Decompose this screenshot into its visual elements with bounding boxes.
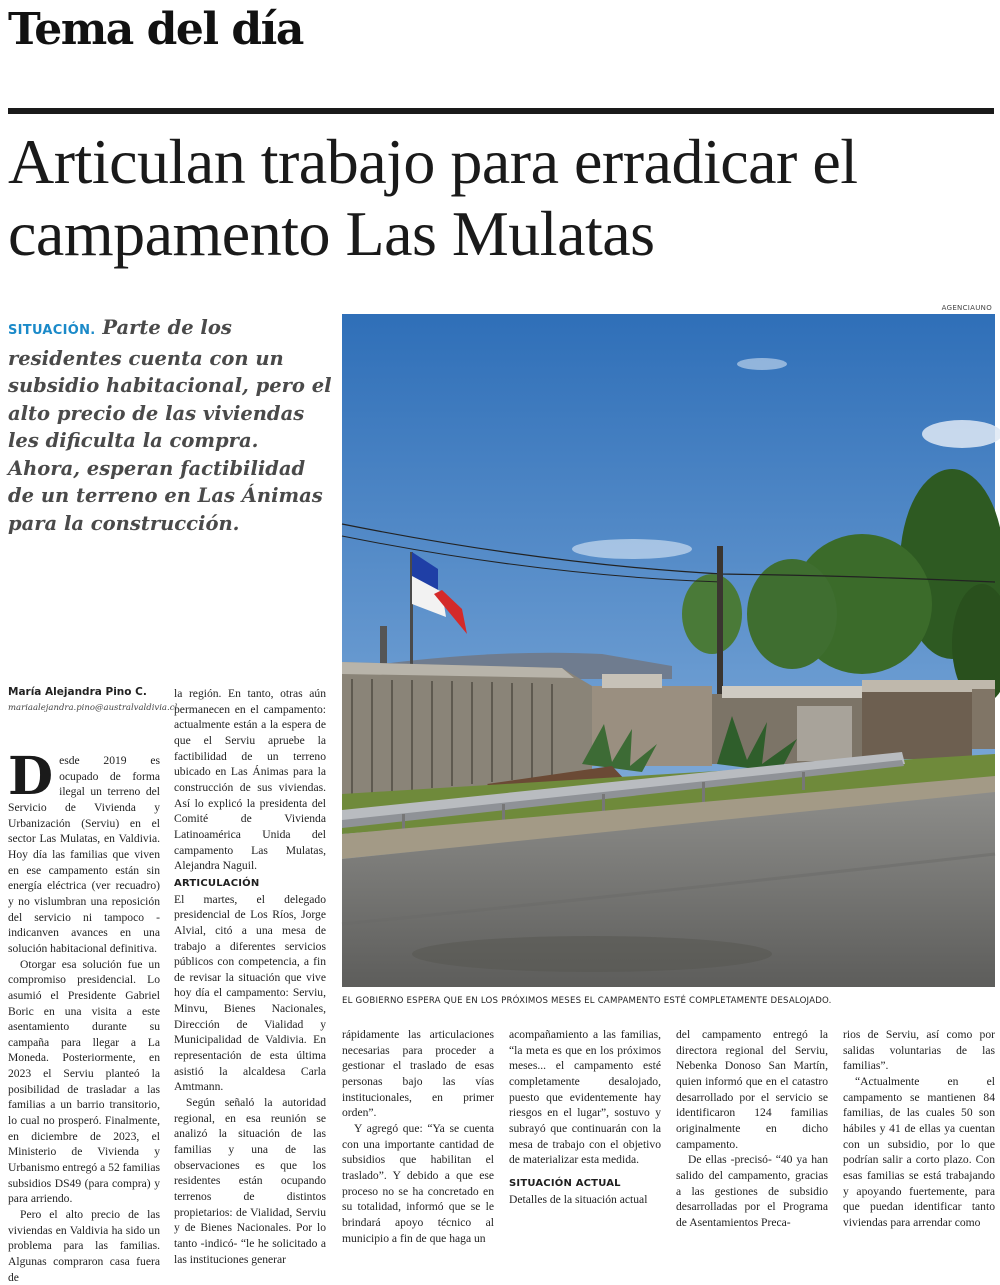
article-column-2: [174, 686, 326, 1266]
lede: [8, 314, 333, 537]
subheading-situacion-actual: SITUACIÓN ACTUAL: [509, 1177, 621, 1189]
drop-cap: D: [8, 746, 54, 807]
paragraph: Pero el alto precio de las viviendas en Valdivia ha sido un problema para las familias. Algunas compraron casa fuera de: [8, 1208, 160, 1284]
news-photo: [342, 314, 995, 987]
article-column-5: [676, 1027, 828, 1245]
headline: Articulan trabajo para erradicar el campamento Las Mulatas: [8, 126, 858, 269]
paragraph: De ellas -precisó- “40 ya han salido del campamento, gracias a las gestiones de subsidio desarrolladas por el Programa de Asentamientos Preca-: [676, 1153, 828, 1229]
article-column-1: [8, 746, 160, 1284]
paragraph: Detalles de la situación actual: [509, 1192, 648, 1206]
subheading-articulacion: ARTICULACIÓN: [174, 877, 260, 889]
article-column-3: [342, 1027, 494, 1245]
paragraph: El martes, el delegado presidencial de Los Ríos, Jorge Alvial, citó a una mesa de trabajo a diferentes servicios públicos con competencia, a fin de revisar la situación que vive hoy día el campamento: Serviu, Minvu, Bienes Nacionales, Dirección de Vialidad y Municipalidad de Valdivia. En representación de esta última asistió la alcaldesa Carla Amtmann.: [174, 892, 326, 1094]
paragraph: “Actualmente en el campamento se mantienen 84 familias, de las cuales 50 son hábiles y 41 de ellas ya cuentan con un subsidio, por lo que podrían salir a corto plazo. Con esas familias se está trabajando y apoyando fuertemente, para que puedan identificar tanto viviendas para arrendar como: [843, 1074, 995, 1229]
photo-credit: AGENCIAUNO: [941, 304, 992, 312]
paragraph: esde 2019 es ocupado de forma ilegal un terreno del Servicio de Vivienda y Urbanización (Serviu) en el sector Las Mulatas, en Valdivia. Hoy día las familias que viven en ese campamento están sin energía eléctrica (ver recuadro) y no vislumbran una reposición del servicio ni tampoco -indicanven avances en una solución habitacional definitiva.: [8, 754, 160, 955]
paragraph: rápidamente las articulaciones necesarias para proceder a gestionar el traslado de esas personas bajo las vías institucionales, en primer orden”.: [342, 1028, 494, 1120]
photo-caption: EL GOBIERNO ESPERA QUE EN LOS PRÓXIMOS MESES EL CAMPAMENTO ESTÉ COMPLETAMENTE DESALOJADO.: [342, 996, 832, 1006]
paragraph: la región. En tanto, otras aún permanecen en el campamento: actualmente están a la espera de que el Serviu apruebe la factibilidad de un terreno ubicado en Las Ánimas para la construcción de sus viviendas. Así lo explicó la presidenta del Comité de Vivienda Latinoamérica Unida del campamento Las Mulatas, Alejandra Naguil.: [174, 687, 326, 873]
paragraph: acompañamiento a las familias, “la meta es que en los próximos meses... el campamento esté completamente desalojado, puesto que evidentemente hay riesgos en el lugar”, sostuvo y subrayó que continuarán con la mesa de trabajo con el objetivo de materializar esta medida.: [509, 1028, 661, 1167]
lede-text: Parte de los residentes cuenta con un subsidio habitacional, pero el alto precio de las viviendas les dificulta la compra. Ahora, esperan factibilidad de un terreno en Las Ánimas para la construcción.: [8, 316, 332, 535]
section-title: Tema del día: [8, 4, 303, 55]
paragraph: rios de Serviu, así como por salidas voluntarias de las familias”.: [843, 1028, 995, 1073]
section-divider: [8, 108, 994, 114]
lede-kicker: SITUACIÓN.: [8, 323, 96, 338]
paragraph: Y agregó que: “Ya se cuenta con una importante cantidad de subsidios que habilitan el traslado”. Y debido a que ese proceso no se ha concretado en su totalidad, informó que se le brindará apoyo técnico al municipio a fin de que haga un: [342, 1121, 494, 1245]
byline-name: María Alejandra Pino C.: [8, 686, 147, 698]
article-column-4: [509, 1027, 661, 1245]
byline-email: mariaalejandra.pino@australvaldivia.cl: [8, 703, 178, 713]
paragraph: Otorgar esa solución fue un compromiso presidencial. Lo asumió el Presidente Gabriel Boric en una visita a este asentamiento durante su campaña para llegar a La Moneda. Posteriormente, en 2023 el Serviu planteó la posibilidad de trasladar a las familias a un barrio transitorio, lo cual no prosperó. Finalmente, en diciembre de 2023, el Ministerio de Vivienda y Urbanismo entregó a 52 familias subsidios DS49 (para compra) y para arriendo.: [8, 957, 160, 1206]
paragraph: Según señaló la autoridad regional, en esa reunión se analizó la situación de las familias y una de las observaciones es que los residentes están ocupando terrenos de distintos propietarios: de Vialidad, Serviu y de Bienes Nacionales. Por lo tanto -indicó- “le he solicitado a las instituciones generar: [174, 1096, 326, 1266]
paragraph: del campamento entregó la directora regional del Serviu, Nebenka Donoso San Martín, quien informó que en el catastro desarrollado por el servicio se identificaron 124 familias originalmente en dicho campamento.: [676, 1028, 828, 1151]
article-column-6: [843, 1027, 995, 1245]
